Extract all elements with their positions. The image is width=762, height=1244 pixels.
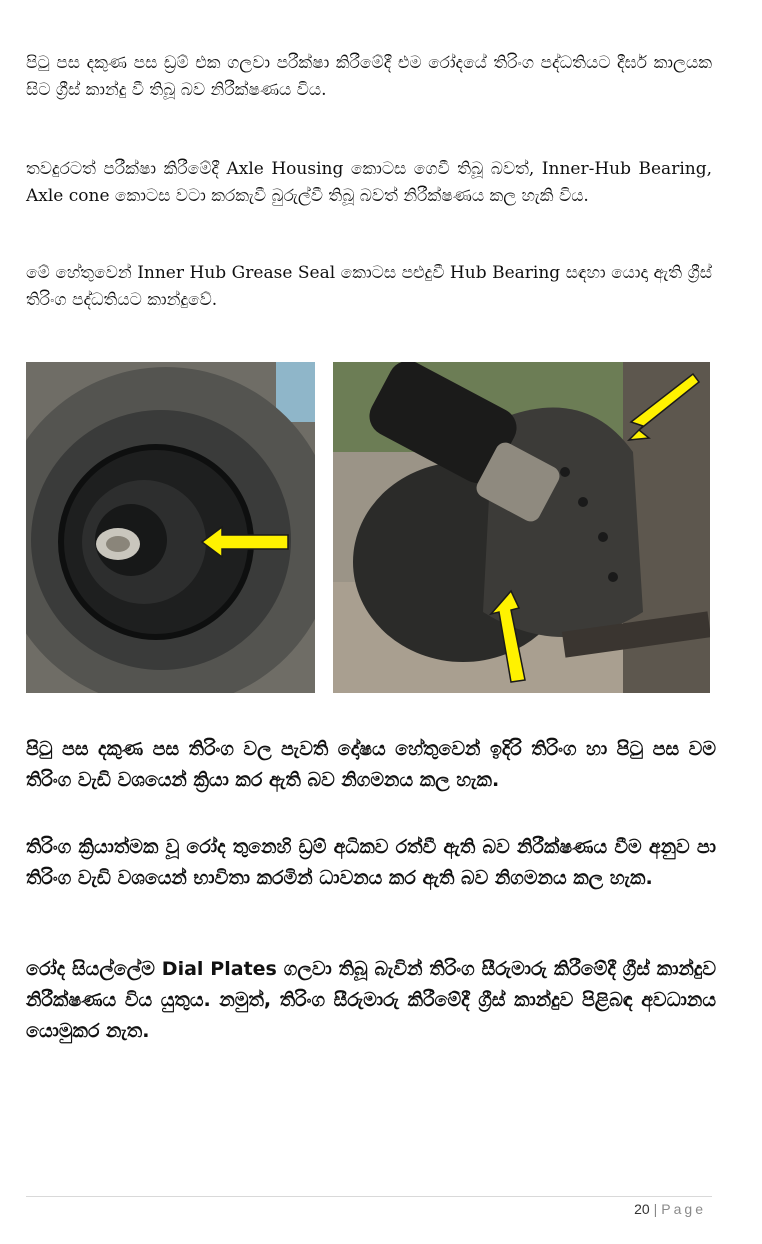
page-footer <box>634 1201 706 1217</box>
paragraph-axle-housing: තවදුරටත් පරීක්ෂා කිරීමේදී Axle Housing කොටස ගෙවී තිබූ බවත්, Inner-Hub Bearing, Axle cone කොටස වටා කරකැවී බුරුල්වී තිබූ බවත් නිරීක්ෂණය කල හැකි විය. <box>26 159 712 206</box>
conclusion-front-brakes: පිටු පස දකුණ පස තිරිංග වල පැවති දෝෂය හේතුවෙන් ඉදිරි තිරිංග හා පිටු පස වම තිරිංග වැඩි වශයෙන් ක්‍රියා කර ඇති බව නිගමනය කල හැක. <box>26 738 716 791</box>
axle-assembly-illustration <box>333 362 710 693</box>
conclusion-drum-heat: තිරිංග ක්‍රියාත්මක වූ රෝද තුනෙහි ඩ්‍රම් අධිකව රත්වී ඇති බව නිරීක්ෂණය වීම අනුව පා තිරිංග වැඩි වශයෙන් භාවිතා කරමින් ධාවනය කර ඇති බව නිගමනය කල හැක. <box>26 836 716 889</box>
paragraph-grease-seal: මේ හේතුවෙන් Inner Hub Grease Seal කොටස පළුදුවී Hub Bearing සඳහා යොදා ඇති ග්‍රීස් තිරිංග පද්ධතියට කාන්දුවේ. <box>26 263 712 310</box>
footer-separator: | <box>653 1201 658 1217</box>
paragraph-drum-inspection: පිටු පස දකුණ පස ඩ්‍රම් එක ගලවා පරීක්ෂා කිරීමේදී එම රෝදයේ තිරිංග පද්ධතියට දීර්ඝ කාලයක සිට ග්‍රීස් කාන්දු වී තිබූ බව නිරීක්ෂණය විය. <box>26 53 712 100</box>
photo-axle-assembly <box>333 362 710 693</box>
wheel-hub-illustration <box>26 362 315 693</box>
footer-divider <box>26 1196 712 1197</box>
page-number: 20 <box>634 1201 650 1217</box>
page-label: Page <box>661 1201 706 1217</box>
photo-wheel-hub <box>26 362 315 693</box>
conclusion-dial-plates: රෝද සියල්ලේම Dial Plates ගලවා තිබූ බැවින් තිරිංග සීරුමාරු කිරීමේදී ග්‍රීස් කාන්දුව නිරීක්ෂණය විය යුතුය. නමුත්, තිරිංග සීරුමාරු කිරීමේදී ග්‍රීස් කාන්දුව පිළිබඳ අවධානය යොමුකර නැත. <box>26 958 716 1042</box>
